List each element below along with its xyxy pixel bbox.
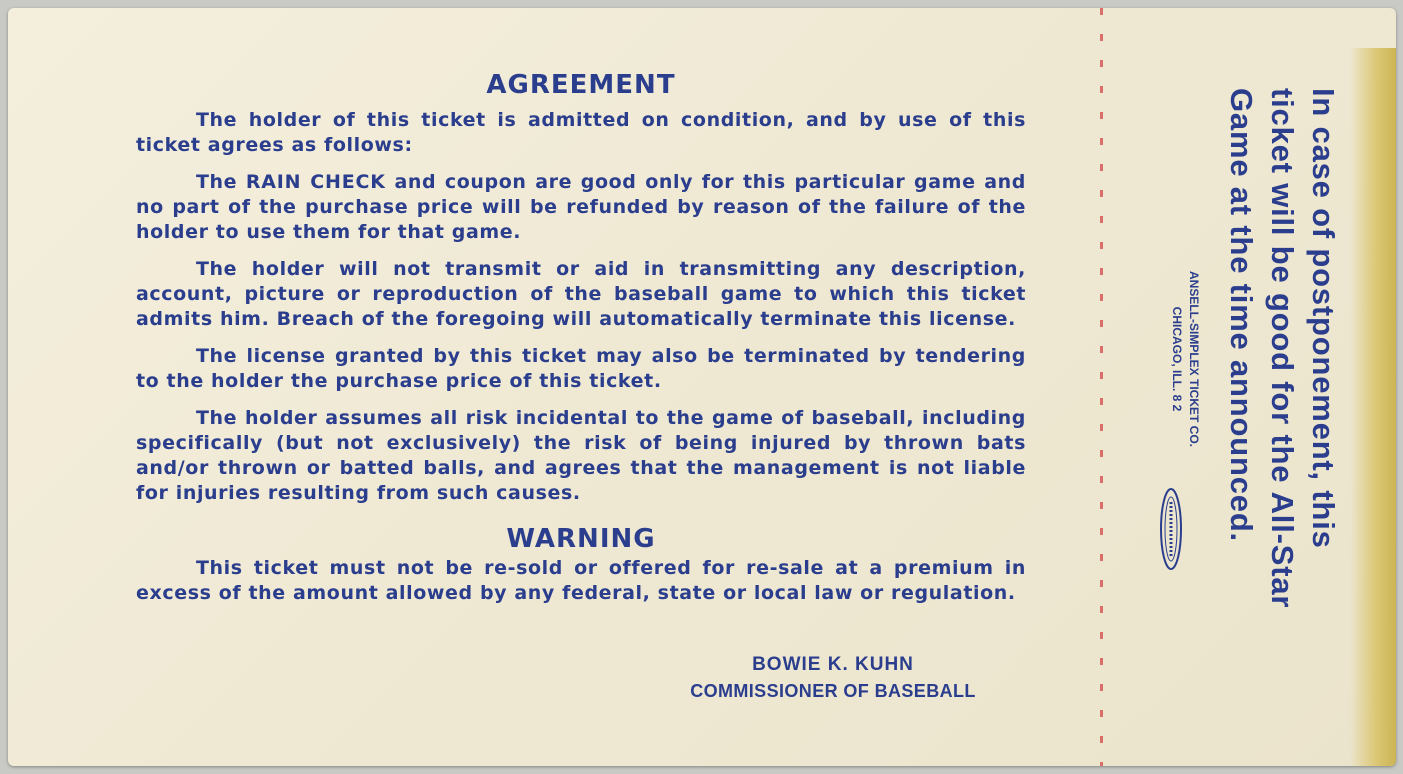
printer-imprint <box>1142 234 1202 484</box>
agreement-paragraph-1: The holder of this ticket is admitted on condition, and by use of this ticket agrees as follows: <box>136 109 1026 156</box>
agreement-paragraph-5: The holder assumes all risk incidental to the game of baseball, including specifically (but not exclusively) the risk of being injured by thrown bats and/or thrown or batted balls, and agrees that the management is not liable for injuries resulting from such causes. <box>136 407 1026 504</box>
stub-postponement-notice <box>1204 88 1344 728</box>
stub-line-2: ticket will be good for the All-Star <box>1265 88 1300 609</box>
stub-line-1: In case of postponement, this <box>1306 88 1341 549</box>
agreement-section <box>136 68 1026 608</box>
stub-line-3: Game at the time announced. <box>1224 88 1259 542</box>
agreement-paragraph-4: The license granted by this ticket may also be terminated by tendering to the holder the purchase price of this ticket. <box>136 345 1026 392</box>
signature-block <box>668 652 998 704</box>
agreement-p2-end: and coupon are good only for this particular game and no part of the purchase price will be refunded by reason of the failure of the holder to use them for that game. <box>136 171 1027 243</box>
agreement-heading: AGREEMENT <box>486 70 676 100</box>
printer-name: ANSELL-SIMPLEX TICKET CO. <box>1187 270 1201 447</box>
paper-stain <box>1350 48 1396 766</box>
commissioner-name: BOWIE K. KUHN <box>752 654 914 675</box>
agreement-paragraph-2 <box>136 170 1026 245</box>
agreement-p2-start: The <box>196 171 246 193</box>
printer-location: CHICAGO, ILL. 8 2 <box>1170 306 1184 412</box>
warning-heading: WARNING <box>506 524 656 554</box>
ticket-back <box>8 8 1396 766</box>
commissioner-title: COMMISSIONER OF BASEBALL <box>690 681 976 701</box>
rain-check-term: RAIN CHECK <box>245 171 386 193</box>
union-label-icon <box>1158 484 1184 574</box>
agreement-paragraph-3: The holder will not transmit or aid in transmitting any description, account, picture or reproduction of the baseball game to which this ticket admits him. Breach of the foregoing will automatically terminate this license. <box>136 258 1026 330</box>
warning-text: This ticket must not be re-sold or offered for re-sale at a premium in excess of the amount allowed by any federal, state or local law or regulation. <box>136 557 1026 604</box>
perforation-line <box>1095 8 1107 766</box>
